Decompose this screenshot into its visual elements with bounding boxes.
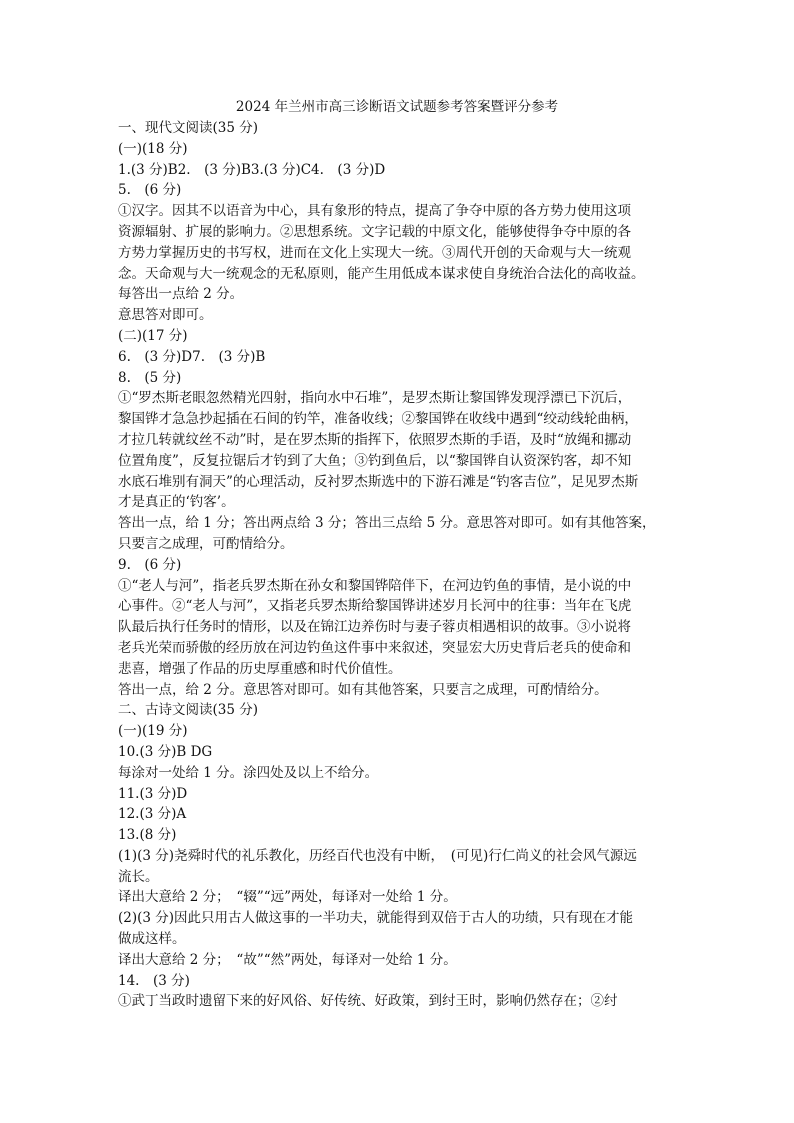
text-line: 每涂对一处给 1 分。涂四处及以上不给分。	[118, 764, 379, 781]
text-line: 水底石堆别有洞天”的心理活动，反衬罗杰斯选中的下游石滩是“钓客吉位”，足见罗杰斯	[118, 473, 639, 490]
text-line: 译出大意给 2 分； “辍”“远”两处，每译对一处给 1 分。	[118, 889, 457, 906]
text-line: 6. (3 分)D7. (3 分)B	[118, 348, 266, 365]
text-line: ①汉字。因其不以语音为中心，具有象形的特点，提高了争夺中原的各方势力使用这项	[118, 203, 631, 220]
text-line: 只要言之成理，可酌情给分。	[118, 535, 294, 552]
text-line: ①武丁当政时遗留下来的好风俗、好传统、好政策，到纣王时，影响仍然存在；②纣	[118, 993, 618, 1010]
text-line: 老兵光荣而骄傲的经历放在河边钓鱼这件事中来叙述，突显宏大历史背后老兵的使命和	[118, 639, 631, 656]
text-line: 流长。	[118, 868, 159, 885]
text-line: 悲喜，增强了作品的历史厚重感和时代价值性。	[118, 660, 402, 677]
text-line: 1.(3 分)B2. (3 分)B3.(3 分)C4. (3 分)D	[118, 161, 386, 178]
text-line: ①“罗杰斯老眼忽然精光四射，指向水中石堆”，是罗杰斯让黎国铧发现浮漂已下沉后，	[118, 390, 632, 407]
text-line: (1)(3 分)尧舜时代的礼乐教化，历经百代也没有中断， (可见)行仁尚义的社会风气源远	[118, 847, 637, 864]
text-line: 13.(8 分)	[118, 827, 177, 844]
text-line: 11.(3 分)D	[118, 785, 188, 802]
text-line: 一、现代文阅读(35 分)	[118, 120, 259, 136]
text-line: (2)(3 分)因此只用古人做这事的一半功夫，就能得到双倍于古人的功绩，只有现在才能	[118, 910, 634, 927]
text-line: (一)(18 分)	[118, 140, 188, 157]
text-line: 9. (6 分)	[118, 556, 182, 573]
document-title: 2024 年兰州市高三诊断语文试题参考答案暨评分参考	[235, 99, 559, 115]
text-line: (一)(19 分)	[118, 723, 188, 740]
text-line: 答出一点，给 2 分。意思答对即可。如有其他答案，只要言之成理，可酌情给分。	[118, 681, 608, 698]
document-body	[118, 118, 683, 1012]
text-line: 黎国铧才急急抄起插在石间的钓竿，准备收线；②黎国铧在收线中遇到“绞动线轮曲柄，	[118, 411, 638, 428]
text-line: 8. (5 分)	[118, 369, 182, 386]
text-line: 12.(3 分)A	[118, 806, 187, 823]
text-line: 心事件。②“老人与河”，又指老兵罗杰斯给黎国铧讲述岁月长河中的往事：当年在飞虎	[118, 598, 632, 615]
text-line: 做成这样。	[118, 931, 186, 948]
text-line: 才拉几转就纹丝不动”时，是在罗杰斯的指挥下，依照罗杰斯的手语，及时“放绳和挪动	[118, 431, 632, 448]
text-line: 答出一点，给 1 分；答出两点给 3 分；答出三点给 5 分。意思答对即可。如有其他答案，	[118, 515, 656, 532]
text-line: 每答出一点给 2 分。	[118, 286, 244, 303]
text-line: 队最后执行任务时的情形，以及在锦江边养伤时与妻子蓉贞相遇相识的故事。③小说将	[118, 619, 631, 636]
text-line: 14. (3 分)	[118, 972, 190, 989]
text-line: 才是真正的‘钓客’。	[118, 494, 235, 511]
text-line: 意思答对即可。	[118, 307, 213, 324]
text-line: 10.(3 分)B DG	[118, 743, 213, 760]
text-line: 译出大意给 2 分； “故”“然”两处，每译对一处给 1 分。	[118, 951, 457, 968]
text-line: 方势力掌握历史的书写权，进而在文化上实现大一统。③周代开创的天命观与大一统观	[118, 244, 631, 261]
text-line: 位置角度”，反复拉锯后才钓到了大鱼；③钓到鱼后，以“黎国铧自认资深钓客，却不知	[118, 452, 632, 469]
text-line: 念。天命观与大一统观念的无私原则，能产生用低成本谋求使自身统治合法化的高收益。	[118, 265, 645, 282]
text-line: 资源辐射、扩展的影响力。②思想系统。文字记载的中原文化，能够使得争夺中原的各	[118, 223, 631, 240]
text-line: ①“老人与河”，指老兵罗杰斯在孙女和黎国铧陪伴下，在河边钓鱼的事情，是小说的中	[118, 577, 632, 594]
text-line: (二)(17 分)	[118, 327, 188, 344]
text-line: 二、古诗文阅读(35 分)	[118, 702, 259, 719]
text-line: 5. (6 分)	[118, 182, 182, 199]
